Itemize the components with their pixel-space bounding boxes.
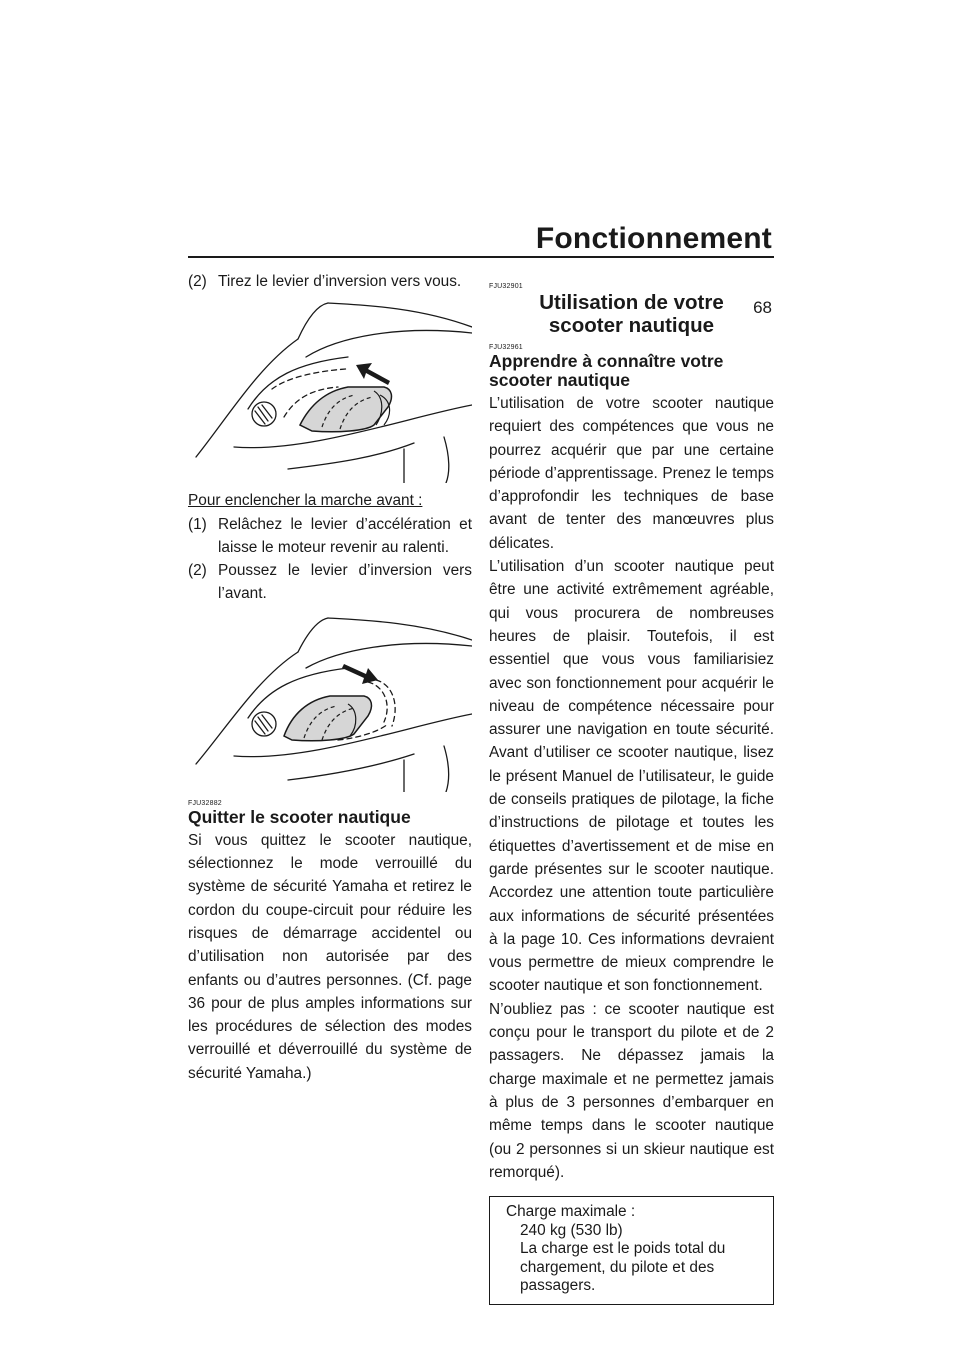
section-code: FJU32961 [489, 344, 523, 351]
forward-step-1 [188, 513, 472, 560]
max-load-label: Charge maximale : [506, 1203, 636, 1221]
forward-lever-illustration [188, 614, 472, 792]
left-column [188, 270, 472, 1085]
step-number: (1) [188, 515, 207, 533]
step-number: (2) [188, 562, 207, 580]
max-load-note: La charge est le poids total du chargement, du pilote et des passagers. [520, 1240, 726, 1295]
chapter-code: FJU32901 [489, 283, 523, 290]
step-text: Tirez le levier d’inversion vers vous. [218, 273, 462, 290]
chapter-title: Utilisation de votre scooter nautique [539, 291, 724, 337]
section-body: Si vous quittez le scooter nautique, sélectionnez le mode verrouillé du système de sécurité Yamaha et retirez le cordon du coupe-circuit pour réduire les risques de démarrage accidentel ou d’utilisation non autorisée par des enfants ou d’autres personnes. (Cf. page 36 pour de plus amples informations sur les procédures de sélection des modes verrouillé et déverrouillé du système de sécurité Yamaha.) [188, 831, 472, 1082]
max-load-box [489, 1196, 774, 1305]
section-code: FJU32882 [188, 799, 222, 807]
step-text: Relâchez le levier d’accélération et laisse le moteur revenir au ralenti. [218, 515, 472, 556]
paragraph-2: L’utilisation d’un scooter nautique peut être une activité extrêmement agréable, qui vous procurera de nombreuses heures de plaisir. Toutefois, il est essentiel que vous vous familiarisiez avec son fonctionnement pour acquérir le niveau de compétence nécessaire pour assurer une navigation en toute sécurité. Avant d’utiliser ce scooter nautique, lisez le présent Manuel de l’utilisateur, le guide de conseils pratiques de pilotage, la fiche d’instructions de pilotage et toutes les étiquettes d’avertissement et de mise en garde présentes sur le scooter nautique. Accordez une attention toute particulière aux informations de sécurité présentées à la page 10. Ces informations devraient vous permettre de mieux comprendre le scooter nautique et son fonctionnement. [489, 558, 774, 995]
max-load-value: 240 kg (530 lb) [520, 1221, 623, 1239]
forward-heading: Pour enclencher la marche avant : [188, 492, 423, 510]
reverse-step-2 [188, 270, 472, 293]
section-title: Quitter le scooter nautique [188, 806, 411, 827]
section-title: Apprendre à connaître votre scooter nautique [489, 351, 724, 390]
paragraph-1: L’utilisation de votre scooter nautique requiert des compétences que vous ne pourrez acquérir que par une certaine période d’apprentissage. Prenez le temps d’approfondir les techniques de base avant de tenter des manœuvres plus délicates. [489, 395, 774, 552]
step-text: Poussez le levier d’inversion vers l’avant. [218, 562, 472, 603]
reverse-lever-illustration [188, 297, 472, 483]
page-number: 68 [753, 298, 772, 317]
right-column [489, 283, 774, 1305]
step-number: (2) [188, 273, 207, 290]
forward-step-2 [188, 559, 472, 606]
header-title: Fonctionnement [535, 222, 772, 255]
paragraph-3: N’oubliez pas : ce scooter nautique est conçu pour le transport du pilote et de 2 passagers. Ne dépassez jamais la charge maximale et ne permettez jamais à plus de 3 personnes d’embarquer en même temps dans le scooter nautique (ou 2 personnes si un skieur nautique est remorqué). [489, 1000, 774, 1181]
header-rule [188, 256, 774, 258]
